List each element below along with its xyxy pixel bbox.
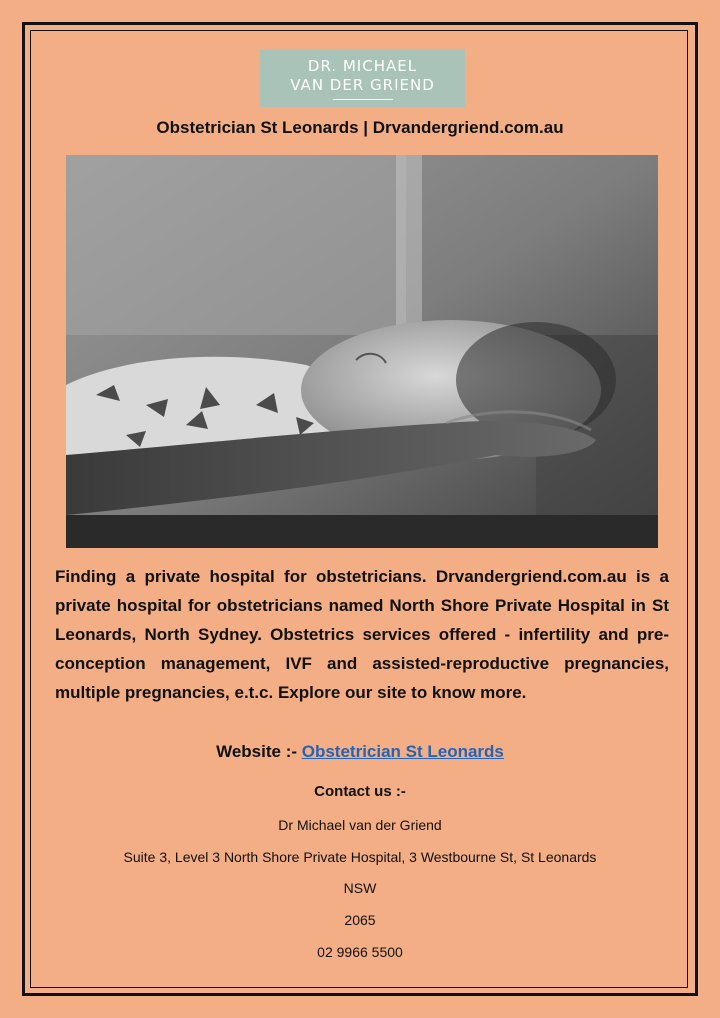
- contact-phone: 02 9966 5500: [317, 944, 403, 960]
- contact-state: NSW: [343, 880, 377, 896]
- logo-line-2: VAN DER GRIEND: [290, 75, 435, 94]
- contact-name: Dr Michael van der Griend: [278, 817, 442, 833]
- page-title: Obstetrician St Leonards | Drvandergriend.com.au: [156, 118, 564, 137]
- contact-postcode: 2065: [344, 912, 376, 928]
- newborn-photo: [66, 155, 658, 548]
- contact-address: Suite 3, Level 3 North Shore Private Hospital, 3 Westbourne St, St Leonards: [123, 849, 597, 865]
- newborn-baby-photo-icon: [66, 155, 658, 548]
- logo-line-1: DR. MICHAEL: [307, 56, 418, 75]
- contact-heading: Contact us :-: [314, 783, 406, 800]
- logo-rule: [333, 99, 393, 100]
- brand-logo: [260, 49, 465, 107]
- website-link[interactable]: Obstetrician St Leonards: [301, 742, 504, 761]
- website-label: Website :-: [216, 742, 302, 761]
- description-paragraph: Finding a private hospital for obstetricians. Drvandergriend.com.au is a private hospital for obstetricians named North Shore Private Hospital in St Leonards, North Sydney. Obstetrics services offered - infertility and pre-conception management, IVF and assisted-reproductive pregnancies, multiple pregnancies, e.t.c. Explore our site to know more.: [55, 567, 669, 702]
- website-line: [0, 742, 720, 762]
